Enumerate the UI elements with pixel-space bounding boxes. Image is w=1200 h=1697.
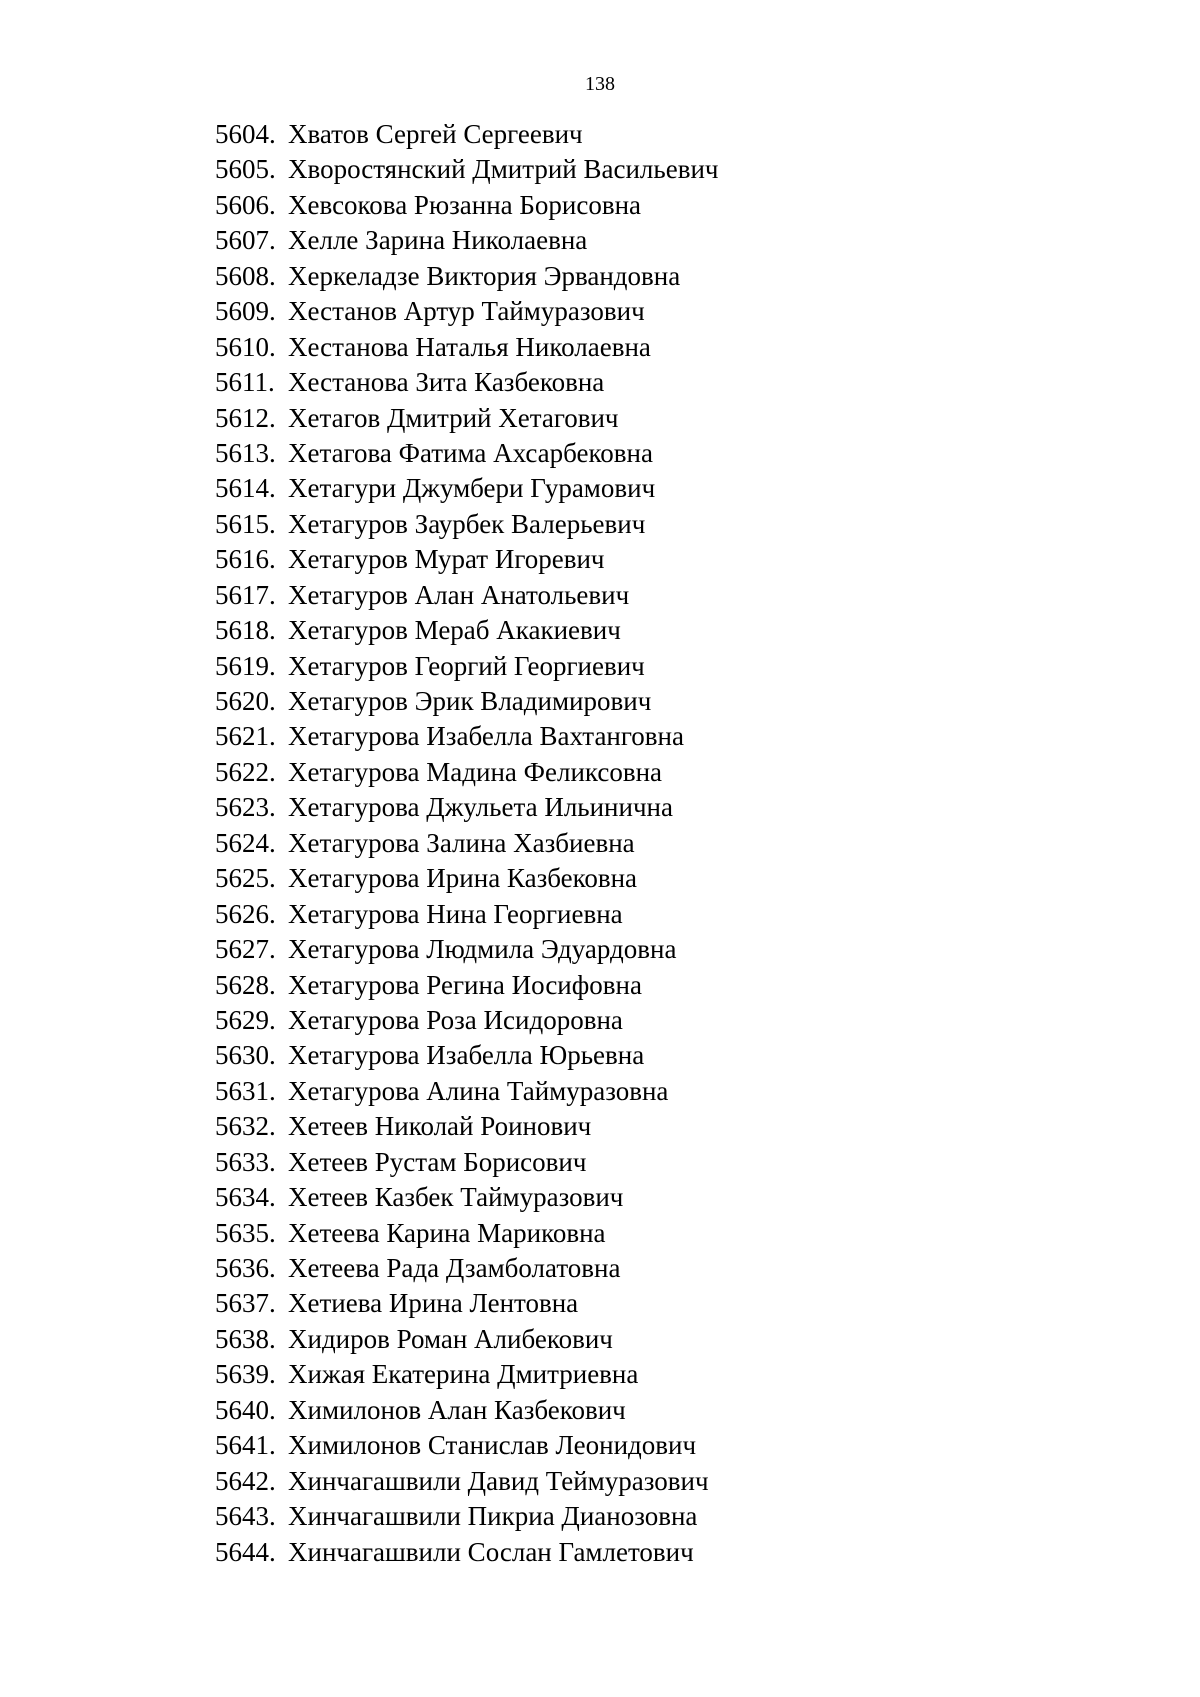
- list-item: [215, 294, 718, 329]
- list-item: [215, 1286, 718, 1321]
- item-name: Хижая Екатерина Дмитриевна: [288, 1359, 639, 1390]
- item-name: Хестанов Артур Таймуразович: [288, 296, 645, 327]
- list-item: [215, 152, 718, 187]
- item-name: Хетагурова Людмила Эдуардовна: [288, 934, 677, 965]
- name-list: [215, 117, 718, 1570]
- list-item: [215, 1003, 718, 1038]
- item-name: Хетагуров Мераб Акакиевич: [288, 615, 621, 646]
- item-name: Хетеева Рада Дзамболатовна: [288, 1253, 621, 1283]
- item-number: 5621.: [215, 721, 276, 752]
- list-item: [215, 1357, 718, 1392]
- list-item: [215, 932, 718, 967]
- item-number: 5617.: [215, 579, 276, 610]
- item-number: 5629.: [215, 1004, 276, 1035]
- item-name: Хетагов Дмитрий Хетагович: [288, 402, 619, 433]
- list-item: [215, 507, 718, 542]
- item-number: 5630.: [215, 1040, 276, 1071]
- list-item: [215, 1464, 718, 1499]
- item-name: Хетагова Фатима Ахсарбековна: [288, 437, 653, 468]
- item-name: Хетиева Ирина Лентовна: [288, 1288, 579, 1319]
- item-number: 5619.: [215, 650, 276, 681]
- list-item: [215, 401, 718, 436]
- item-name: Хинчагашвили Давид Теймуразович: [288, 1465, 709, 1496]
- list-item: [215, 330, 718, 365]
- item-number: 5637.: [215, 1288, 276, 1319]
- item-number: 5607.: [215, 225, 276, 256]
- item-number: 5618.: [215, 615, 276, 646]
- item-name: Хетагурова Алина Таймуразовна: [288, 1075, 669, 1106]
- item-number: 5624.: [215, 827, 276, 858]
- list-item: [215, 968, 718, 1003]
- list-item: [215, 613, 718, 648]
- list-item: [215, 861, 718, 896]
- item-name: Хетагурова Регина Иосифовна: [288, 969, 642, 1000]
- list-item: [215, 897, 718, 932]
- item-name: Хватов Сергей Сергеевич: [288, 119, 583, 149]
- list-item: [215, 755, 718, 790]
- item-number: 5609.: [215, 296, 276, 327]
- list-item: [215, 1038, 718, 1073]
- list-item: [215, 1109, 718, 1144]
- item-number: 5612.: [215, 402, 276, 433]
- list-item: [215, 471, 718, 506]
- item-number: 5635.: [215, 1217, 276, 1248]
- list-item: [215, 1393, 718, 1428]
- item-number: 5633.: [215, 1146, 276, 1177]
- item-number: 5627.: [215, 934, 276, 965]
- list-item: [215, 826, 718, 861]
- item-name: Хевсокова Рюзанна Борисовна: [288, 189, 642, 220]
- item-number: 5622.: [215, 756, 276, 787]
- list-item: [215, 365, 718, 400]
- list-item: [215, 1145, 718, 1180]
- item-name: Хестанова Зита Казбековна: [288, 367, 605, 398]
- item-number: 5620.: [215, 686, 276, 716]
- item-name: Хетагури Джумбери Гурамович: [288, 473, 656, 504]
- item-number: 5604.: [215, 119, 276, 149]
- list-item: [215, 684, 718, 719]
- item-number: 5611.: [215, 367, 275, 398]
- item-number: 5638.: [215, 1323, 276, 1354]
- item-number: 5608.: [215, 260, 276, 291]
- list-item: [215, 1251, 718, 1286]
- list-item: [215, 790, 718, 825]
- item-number: 5632.: [215, 1111, 276, 1142]
- item-name: Хворостянский Дмитрий Васильевич: [288, 154, 719, 185]
- list-item: [215, 188, 718, 223]
- item-name: Хетеев Казбек Таймуразович: [288, 1182, 624, 1213]
- item-number: 5642.: [215, 1465, 276, 1496]
- item-name: Хидиров Роман Алибекович: [288, 1323, 613, 1354]
- list-item: [215, 1180, 718, 1215]
- item-number: 5634.: [215, 1182, 276, 1213]
- item-name: Хетагуров Заурбек Валерьевич: [288, 508, 646, 539]
- item-name: Химилонов Станислав Леонидович: [288, 1430, 697, 1461]
- item-number: 5605.: [215, 154, 276, 185]
- item-name: Хетагуров Мурат Игоревич: [288, 544, 605, 575]
- item-number: 5636.: [215, 1253, 276, 1283]
- item-name: Херкеладзе Виктория Эрвандовна: [288, 260, 681, 291]
- item-number: 5613.: [215, 437, 276, 468]
- list-item: [215, 223, 718, 258]
- item-name: Хетеев Николай Роинович: [288, 1111, 592, 1142]
- item-number: 5610.: [215, 331, 276, 362]
- list-item: [215, 578, 718, 613]
- item-name: Хетагурова Залина Хазбиевна: [288, 827, 635, 858]
- item-number: 5615.: [215, 508, 276, 539]
- item-number: 5623.: [215, 792, 276, 823]
- item-name: Хестанова Наталья Николаевна: [288, 331, 651, 362]
- item-name: Хинчагашвили Сослан Гамлетович: [288, 1536, 694, 1567]
- list-item: [215, 1428, 718, 1463]
- item-number: 5639.: [215, 1359, 276, 1390]
- list-item: [215, 1535, 718, 1570]
- item-name: Хетеева Карина Мариковна: [288, 1217, 606, 1248]
- item-name: Хетеев Рустам Борисович: [288, 1146, 587, 1177]
- item-name: Хинчагашвили Пикриа Дианозовна: [288, 1501, 698, 1532]
- list-item: [215, 1216, 718, 1251]
- list-item: [215, 1074, 718, 1109]
- item-name: Хетагуров Эрик Владимирович: [288, 686, 652, 716]
- list-item: [215, 542, 718, 577]
- item-number: 5625.: [215, 863, 276, 894]
- item-number: 5626.: [215, 898, 276, 929]
- item-name: Хетагурова Мадина Феликсовна: [288, 756, 663, 787]
- list-item: [215, 117, 718, 152]
- item-name: Хетагуров Алан Анатольевич: [288, 579, 630, 610]
- list-item: [215, 1499, 718, 1534]
- item-name: Хетагурова Джульета Ильинична: [288, 792, 673, 823]
- item-number: 5606.: [215, 189, 276, 220]
- item-number: 5643.: [215, 1501, 276, 1532]
- list-item: [215, 436, 718, 471]
- item-number: 5616.: [215, 544, 276, 575]
- item-number: 5631.: [215, 1075, 276, 1106]
- item-number: 5628.: [215, 969, 276, 1000]
- item-name: Хелле Зарина Николаевна: [288, 225, 588, 256]
- item-number: 5640.: [215, 1394, 276, 1425]
- list-item: [215, 719, 718, 754]
- item-name: Хетагурова Изабелла Вахтанговна: [288, 721, 684, 752]
- item-number: 5614.: [215, 473, 276, 504]
- item-number: 5644.: [215, 1536, 276, 1567]
- item-name: Химилонов Алан Казбекович: [288, 1394, 626, 1425]
- item-name: Хетагурова Роза Исидоровна: [288, 1004, 623, 1035]
- list-item: [215, 649, 718, 684]
- item-number: 5641.: [215, 1430, 276, 1461]
- item-name: Хетагурова Ирина Казбековна: [288, 863, 638, 894]
- list-item: [215, 1322, 718, 1357]
- list-item: [215, 259, 718, 294]
- item-name: Хетагурова Нина Георгиевна: [288, 898, 623, 929]
- page-number: 138: [585, 73, 615, 95]
- item-name: Хетагуров Георгий Георгиевич: [288, 650, 645, 681]
- item-name: Хетагурова Изабелла Юрьевна: [288, 1040, 645, 1071]
